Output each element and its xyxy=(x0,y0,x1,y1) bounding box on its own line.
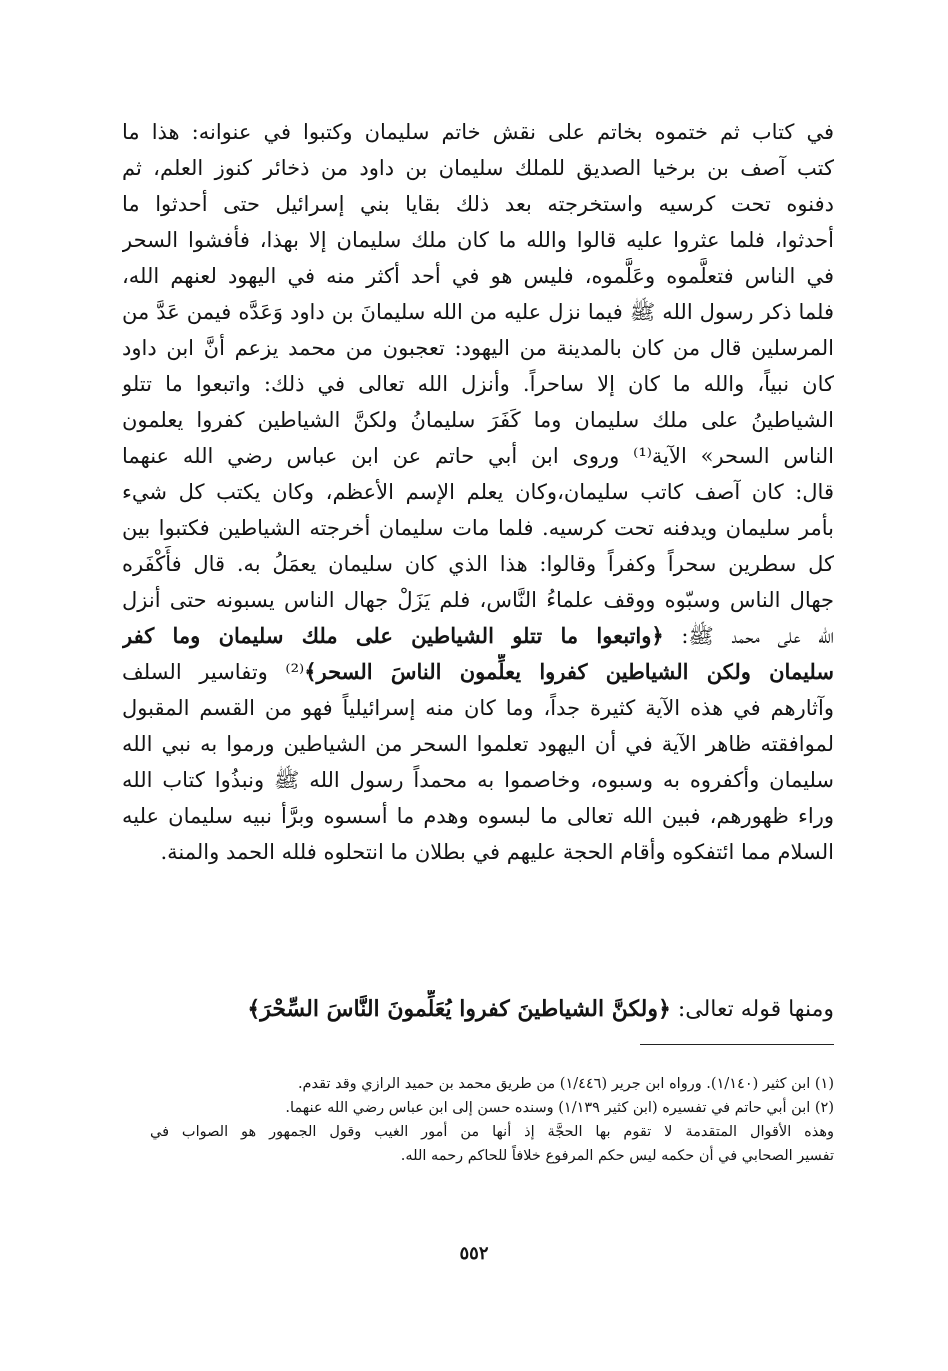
text-line: في كتاب ثم ختموه بخاتم على نقش خاتم سليمان وكتبوا في عنوانه: هذا ما xyxy=(122,120,834,144)
text-line: بأمر سليمان ويدفنه تحت كرسيه. فلما مات سليمان أخرجته الشياطين فكتبوا بين xyxy=(122,516,834,540)
text-fragment: الله على محمد ﷺ: xyxy=(681,624,834,648)
quran-verse: ﴿واتبعوا ما تتلو الشياطين على ملك سليمان وما كفر xyxy=(122,623,664,648)
text-line: وراء ظهورهم، فبين الله تعالى ما لبسوه وهدم ما أسسوه وبرَّأ نبيه سليمان عليه xyxy=(122,804,834,828)
verse-line-1 xyxy=(122,618,834,654)
footnote-continuation: وهذه الأقوال المتقدمة لا تقوم بها الحجَّة إذ أنها من أمور الغيب وقول الجمهور هو الصواب في xyxy=(150,1124,834,1140)
footnotes xyxy=(150,1072,834,1168)
text-line: جهال الناس وسبّوه ووقف علماءُ النَّاس، فلم يَزَلْ جهال الناس يسبونه حتى أنزل xyxy=(122,588,834,612)
footnote-separator xyxy=(640,1044,834,1045)
text-fragment: ⁽²⁾ وتفاسير السلف xyxy=(122,660,305,684)
main-text xyxy=(122,114,834,870)
text-line: كتب آصف بن برخيا الصديق للملك سليمان بن داود من ذخائر كنوز العلم، ثم xyxy=(122,156,834,180)
text-line: وآثارهم في هذه الآية كثيرة جداً، وما كان منه إسرائيلياً فهو من القسم المقبول xyxy=(122,696,834,720)
text-line: أحدثوا، فلما عثروا عليه قالوا والله ما كان ملك سليمان إلا بهذا، فأفشوا السحر xyxy=(122,228,834,252)
footnote: (٢) ابن أبي حاتم في تفسيره (ابن كثير ١/١٣٩) وسنده حسن إلى ابن عباس رضي الله عنهما. xyxy=(285,1100,834,1116)
footnote: (١) ابن كثير (١/١٤٠). ورواه ابن جرير (١/٤٤٦) من طريق محمد بن حميد الرازي وقد تقدم. xyxy=(297,1076,834,1092)
verse-line-2 xyxy=(122,654,834,690)
quran-verse: سليمان ولكن الشياطين كفروا يعلِّمون الناسَ السحر﴾ xyxy=(304,659,834,684)
heading-verse: ﴿ولكنَّ الشياطينَ كفروا يُعَلِّمونَ النَّاسَ السِّحْرَ﴾ xyxy=(247,996,671,1022)
section-heading xyxy=(122,990,834,1028)
page-number: ٥٥٢ xyxy=(459,1243,489,1264)
text-line: دفنوه تحت كرسيه واستخرجته بعد ذلك بقايا بني إسرائيل حتى أحدثوا ما xyxy=(122,192,834,216)
text-line: المرسلين قال من كان بالمدينة من اليهود: تعجبون من محمد يزعم أنَّ ابن داود xyxy=(122,336,834,360)
text-line: كل سطرين سحراً وكفراً وقالوا: هذا الذي كان سليمان يعمَلُ به. قال فأَكْفَره xyxy=(122,552,834,576)
text-line: في الناس فتعلَّموه وعَلَّموه، فليس هو في أحد أكثر منه في اليهود لعنهم الله، xyxy=(122,264,834,288)
text-line: فلما ذكر رسول الله ﷺ فيما نزل عليه من الله سليمانَ بن داود وَعَدَّه فيمن عَدَّ من xyxy=(122,300,834,324)
text-line: لموافقته ظاهر الآية في أن اليهود تعلموا السحر من الشياطين ورموا به نبي الله xyxy=(122,732,834,756)
text-line: السلام مما ائتفكوه وأقام الحجة عليهم في بطلان ما انتحلوه فلله الحمد والمنة. xyxy=(160,840,834,864)
heading-intro: ومنها قوله تعالى: xyxy=(677,997,834,1022)
text-line: سليمان وأكفروه به وسبوه، وخاصموا به محمداً رسول الله ﷺ ونبذُوا كتاب الله xyxy=(122,768,834,792)
text-line: كان نبياً، والله ما كان إلا ساحراً. وأنزل الله تعالى في ذلك: واتبعوا ما تتلو xyxy=(122,372,834,396)
text-line: الشياطينُ على ملك سليمان وما كَفَرَ سليمانُ ولكنَّ الشياطين كفروا يعلمون xyxy=(122,408,834,432)
text-line: الناس السحر» الآية⁽¹⁾ وروى ابن أبي حاتم عن ابن عباس رضي الله عنهما xyxy=(122,444,834,468)
footnote-continuation: تفسير الصحابي في أن حكمه ليس حكم المرفوع خلافاً للحاكم رحمه الله. xyxy=(400,1148,834,1164)
text-line: قال: كان آصف كاتب سليمان،وكان يعلم الإسم الأعظم، وكان يكتب كل شيء xyxy=(122,480,834,504)
